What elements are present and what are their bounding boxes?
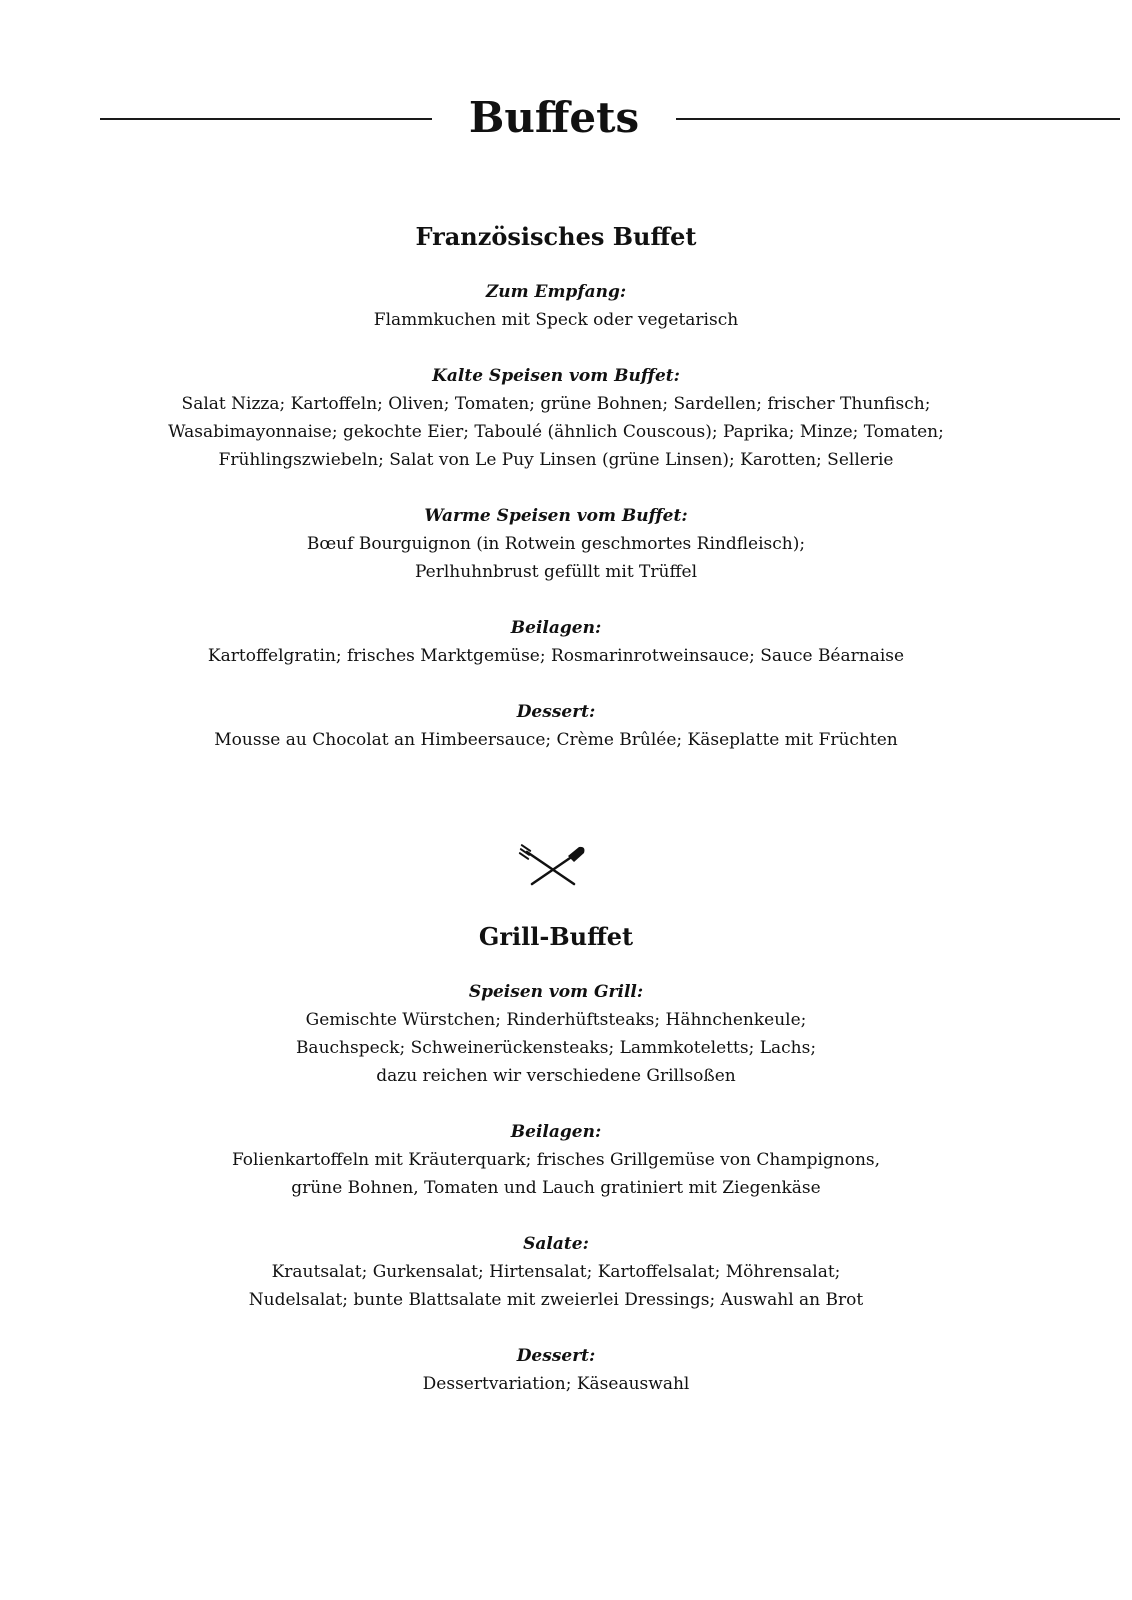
group-label: Beilagen: [510,618,602,638]
header-rule-left [100,118,432,120]
menu-group [100,614,1012,670]
crossed-fork-spatula-icon [518,844,588,890]
group-text: Gemischte Würstchen; Rinderhüftsteaks; Hähnchenkeule; Bauchspeck; Schweinerückensteaks; Lammkoteletts; Lachs; dazu reichen wir verschiedene Grillsoßen [295,1010,817,1086]
section-title: Grill-Buffet [478,922,634,951]
group-label: Beilagen: [510,1122,602,1142]
section-grill-buffet [100,920,1012,1398]
page-header [0,88,1132,148]
menu-group [100,698,1012,754]
group-label: Kalte Speisen vom Buffet: [432,366,680,386]
group-text: Salat Nizza; Kartoffeln; Oliven; Tomaten; grüne Bohnen; Sardellen; frischer Thunfisch; Wasabimayonnaise; gekochte Eier; Taboulé (ähnlich Couscous); Paprika; Minze; Tomaten; Frühlingszwiebeln; Salat von Le Puy Linsen (grüne Linsen); Karotten; Sellerie [168,394,944,470]
menu-group [100,278,1012,334]
group-text: Flammkuchen mit Speck oder vegetarisch [373,310,739,330]
section-french-buffet [100,220,1012,754]
menu-group [100,362,1012,474]
header-rule-right [676,118,1120,120]
group-label: Speisen vom Grill: [468,982,644,1002]
page-title: Buffets [468,93,640,142]
menu-group [100,1342,1012,1398]
section-title: Französisches Buffet [415,222,697,251]
group-label: Warme Speisen vom Buffet: [424,506,688,526]
group-text: Krautsalat; Gurkensalat; Hirtensalat; Kartoffelsalat; Möhrensalat; Nudelsalat; bunte Blattsalate mit zweierlei Dressings; Auswahl an Brot [248,1262,864,1310]
group-text: Bœuf Bourguignon (in Rotwein geschmortes Rindfleisch); Perlhuhnbrust gefüllt mit Trüffel [306,534,806,582]
group-label: Dessert: [516,702,596,722]
menu-group [100,978,1012,1090]
group-text: Mousse au Chocolat an Himbeersauce; Crème Brûlée; Käseplatte mit Früchten [214,730,898,750]
group-label: Zum Empfang: [485,282,627,302]
group-text: Folienkartoffeln mit Kräuterquark; frisches Grillgemüse von Champignons, grüne Bohnen, Tomaten und Lauch gratiniert mit Ziegenkäse [231,1150,881,1198]
group-label: Dessert: [516,1346,596,1366]
menu-group [100,1230,1012,1314]
group-label: Salate: [523,1234,589,1254]
menu-group [100,1118,1012,1202]
group-text: Dessertvariation; Käseauswahl [422,1374,690,1394]
menu-group [100,502,1012,586]
group-text: Kartoffelgratin; frisches Marktgemüse; Rosmarinrotweinsauce; Sauce Béarnaise [207,646,905,666]
